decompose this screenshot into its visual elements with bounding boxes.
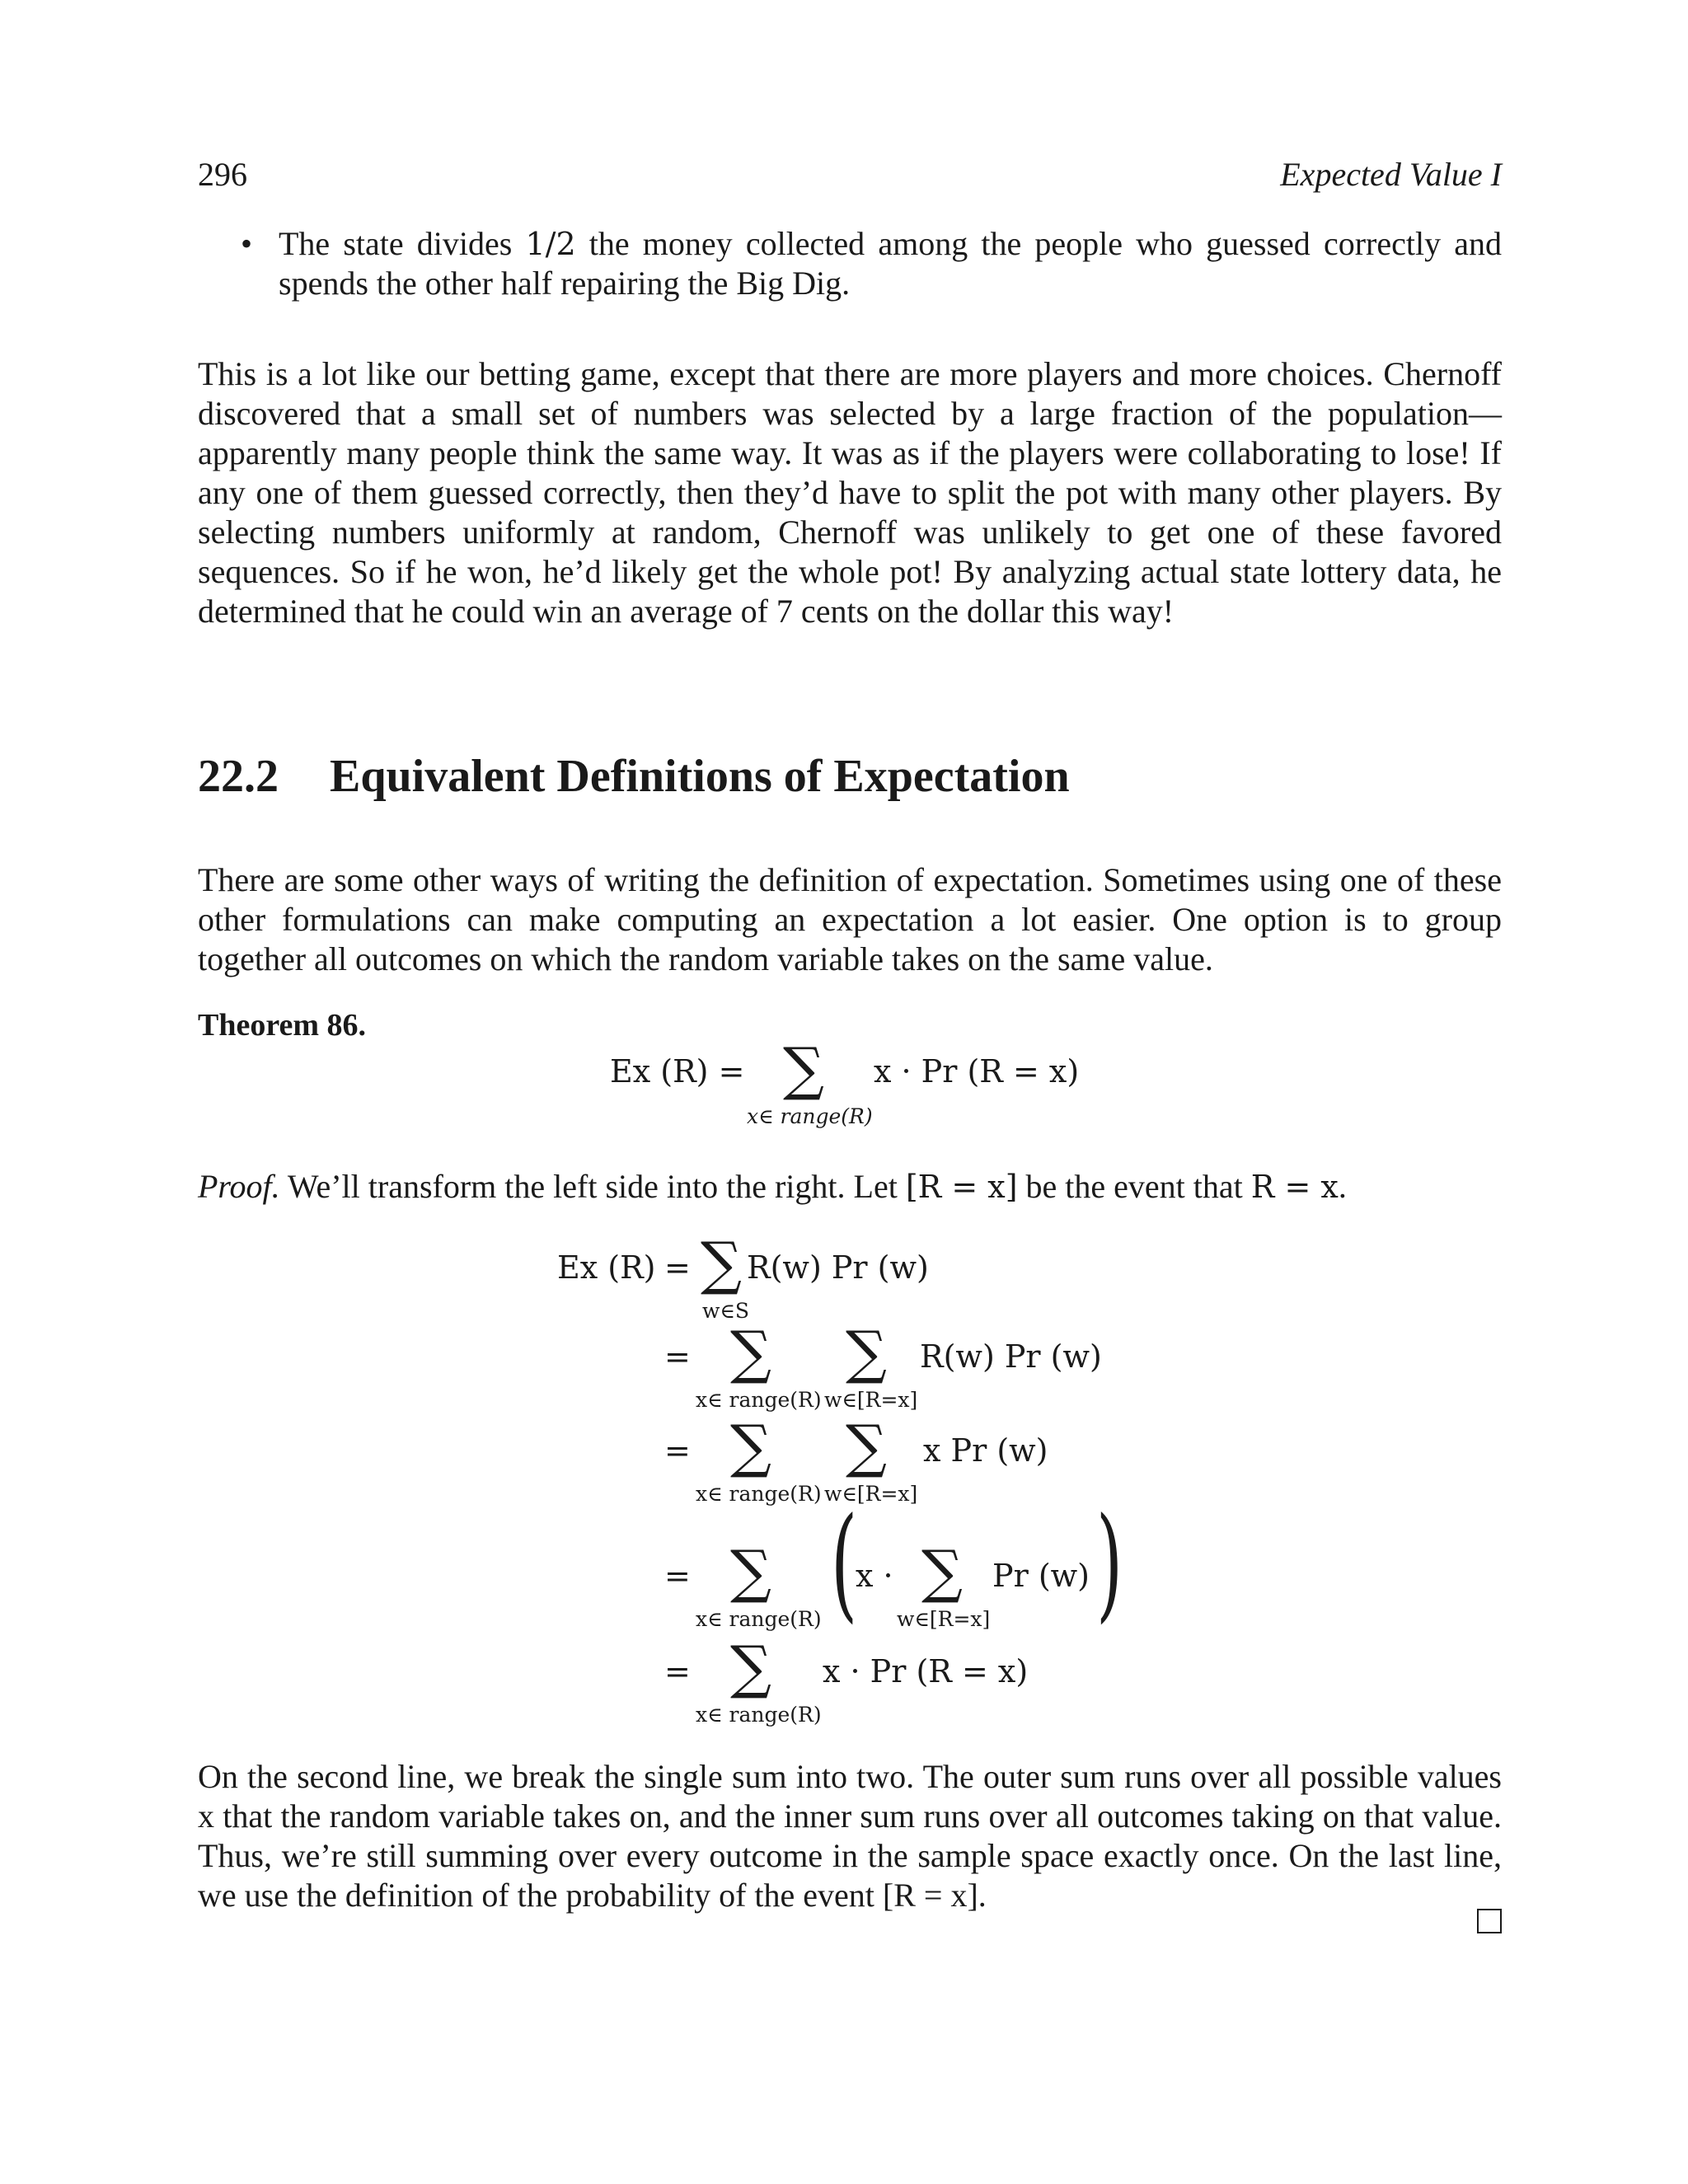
page-number: 296 <box>198 156 247 193</box>
sigma-symbol: ∑ <box>783 1035 824 1103</box>
equals-sign: = <box>664 1249 691 1286</box>
theorem-lhs: Ex (R) = <box>610 1053 745 1090</box>
inner-prefix: x · <box>856 1558 893 1594</box>
sum-subscript-outer: x∈ range(R) <box>696 1703 822 1727</box>
right-paren: ) <box>1096 1492 1123 1635</box>
derivation-term: x Pr (w) <box>923 1432 1048 1469</box>
derivation-term: Pr (w) <box>992 1558 1090 1594</box>
section-number: 22.2 <box>198 751 279 802</box>
sum-subscript-outer: x∈ range(R) <box>696 1482 822 1506</box>
running-head <box>198 155 1502 198</box>
paragraph-explanation: On the second line, we break the single sum into two. The outer sum runs over all possible values x that the random variable takes on, and the inner sum runs over all outcomes taking on that value. Thus, we’re still summing over every outcome in the sample space exactly once. On the last line, we use the definition of the probability of the event [R = x]. <box>198 1758 1502 1914</box>
sigma-symbol: ∑ <box>730 1633 771 1701</box>
derivation-term: x · Pr (R = x) <box>823 1653 1029 1690</box>
derivation-lhs: Ex (R) <box>557 1249 656 1286</box>
sigma-symbol: ∑ <box>846 1319 887 1386</box>
paragraph-intro: There are some other ways of writing the definition of expectation. Sometimes using one of these other formulations can make computing an expectation a lot easier. One option is to group together all outcomes on which the random variable takes on the same value. <box>198 861 1502 977</box>
equals-sign: = <box>664 1653 691 1690</box>
section-title: Equivalent Definitions of Expectation <box>330 751 1070 802</box>
sum-subscript-inner: w∈[R=x] <box>897 1607 991 1631</box>
equals-sign: = <box>664 1558 691 1594</box>
proof-label: Proof. <box>198 1168 280 1205</box>
sigma-symbol: ∑ <box>730 1319 771 1386</box>
sigma-symbol: ∑ <box>730 1538 771 1605</box>
document-page <box>198 0 1502 2184</box>
fraction-one-half: 1/2 <box>525 226 576 262</box>
derivation-term: R(w) Pr (w) <box>920 1338 1102 1375</box>
sigma-symbol: ∑ <box>846 1413 887 1480</box>
equals-sign: = <box>664 1432 691 1469</box>
chapter-title: Expected Value I <box>1280 156 1502 193</box>
sum-subscript: x∈ range(R) <box>747 1104 873 1128</box>
proof-intro: Proof. We’ll transform the left side into the right. Let [R = x] be the event that R = x. <box>198 1168 1347 1205</box>
paragraph-lottery: This is a lot like our betting game, except that there are more players and more choices. Chernoff discovered that a small set of numbers was selected by a large fraction of the population— apparently many people think the same way. It was as if the players were collaborating to lose! If any one of them guessed correctly, then they’d have to split the pot with many other players. By selecting numbers uniformly at random, Chernoff was unlikely to get one of these favored sequences. So if he won, he’d likely get the whole pot! By analyzing actual state lottery data, he determined that he could win an average of 7 cents on the dollar this way! <box>198 355 1502 630</box>
sum-subscript: w∈S <box>702 1299 750 1323</box>
bullet-icon: • <box>241 225 253 262</box>
sum-subscript-outer: x∈ range(R) <box>696 1388 822 1412</box>
sigma-symbol: ∑ <box>701 1230 742 1297</box>
equals-sign: = <box>664 1338 691 1375</box>
bullet-text: The state divides 1/2 the money collected among the people who guessed correctly and spends the other half repairing the Big Dig. <box>279 225 1502 302</box>
sum-subscript-outer: x∈ range(R) <box>696 1607 822 1631</box>
sigma-symbol: ∑ <box>921 1538 963 1605</box>
theorem-rhs: x · Pr (R = x) <box>874 1053 1080 1090</box>
qed-square-icon <box>1477 1909 1502 1933</box>
sigma-symbol: ∑ <box>730 1413 771 1480</box>
sum-subscript-inner: w∈[R=x] <box>824 1388 918 1412</box>
sum-subscript-inner: w∈[R=x] <box>824 1482 918 1506</box>
section-heading <box>198 750 1070 803</box>
left-paren: ( <box>831 1492 858 1635</box>
derivation-term: R(w) Pr (w) <box>747 1249 929 1286</box>
theorem-label: Theorem 86. <box>198 1008 367 1043</box>
